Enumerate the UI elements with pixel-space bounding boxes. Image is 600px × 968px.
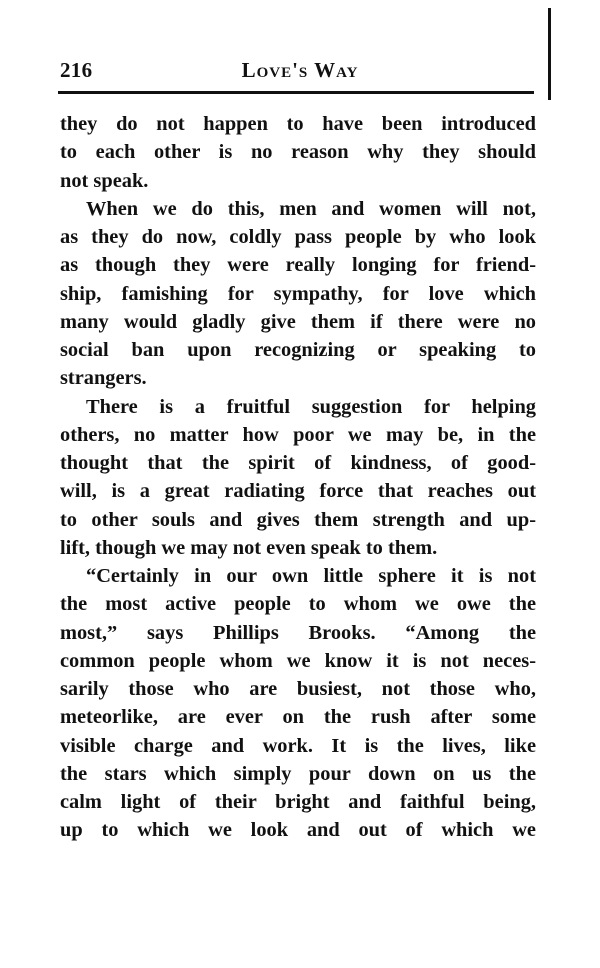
text-line: the most active people to whom we owe the [60,593,536,616]
paragraph-first-line: “Certainly in our own little sphere it is not [86,565,536,587]
text-line: calm light of their bright and faithful being, [60,791,536,813]
text-line: lift, though we may not even speak to them. [60,536,438,559]
page-header [60,55,540,85]
text-line: meteorlike, are ever on the rush after some [60,706,536,729]
text-line: ship, famishing for sympathy, for love which [60,282,536,305]
text-line: the stars which simply pour down on us the [60,762,536,785]
text-line: common people whom we know it is not neces- [60,649,536,672]
text-line: to each other is no reason why they should [60,141,536,164]
paragraph-first-line: When we do this, men and women will not, [86,197,536,220]
scan-edge-line [548,8,551,100]
body-text [60,110,536,845]
text-line: to other souls and gives them strength and up- [60,508,536,531]
text-line: thought that the spirit of kindness, of good- [60,452,536,474]
text-line: they do not happen to have been introduced [60,113,536,135]
text-line: many would gladly give them if there were no [60,310,536,333]
text-line: sarily those who are busiest, not those who, [60,678,536,700]
running-head: Love's Way [241,58,359,82]
text-line: as though they were really longing for friend- [60,254,536,277]
text-line: as they do now, coldly pass people by who look [60,226,536,248]
text-line: most,” says Phillips Brooks. “Among the [60,621,536,644]
text-line: will, is a great radiating force that reaches out [60,480,536,503]
text-line: up to which we look and out of which we [60,819,536,842]
text-line: visible charge and work. It is the lives, like [60,734,536,757]
text-line: not speak. [60,169,149,192]
text-line: social ban upon recognizing or speaking to [60,339,536,361]
paragraph-first-line: There is a fruitful suggestion for helping [86,395,536,418]
header-rule [58,91,534,94]
page-number: 216 [60,58,93,82]
text-line: strangers. [60,367,147,390]
text-line: others, no matter how poor we may be, in the [60,423,536,446]
